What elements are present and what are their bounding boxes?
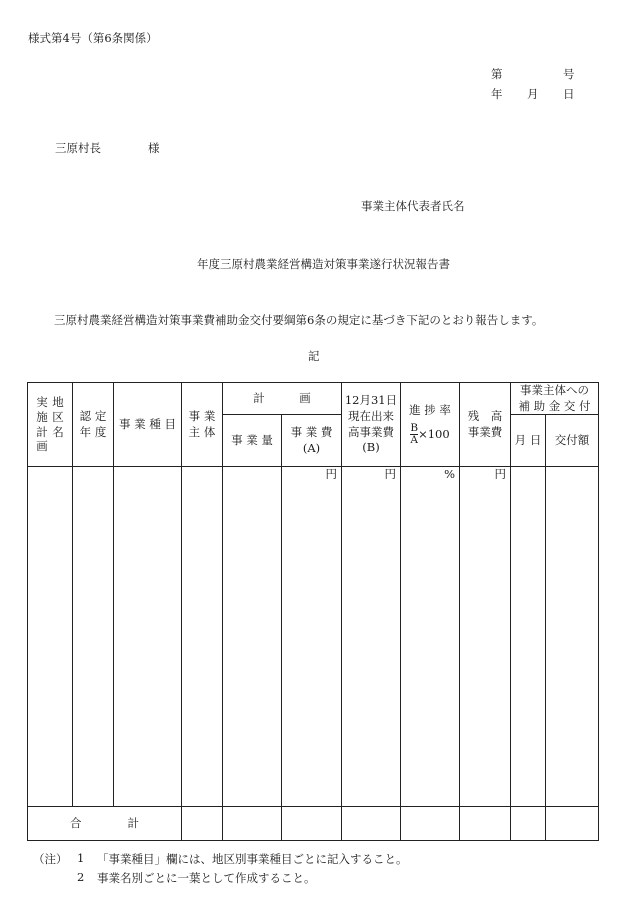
total-row xyxy=(28,807,599,841)
header-zandaka: 残 高 事業費 xyxy=(460,383,511,467)
total-shutai[interactable] xyxy=(182,807,223,841)
cell-kofugaku[interactable] xyxy=(546,467,599,807)
total-shinchoku[interactable] xyxy=(401,807,460,841)
cell-shumoku[interactable] xyxy=(114,467,182,807)
header-jigyoryo: 事 業 量 xyxy=(223,415,282,467)
header-keikaku: 計 画 xyxy=(223,383,342,415)
header-nintei: 認 定 年 度 xyxy=(73,383,114,467)
date-day: 日 xyxy=(563,87,575,101)
cell-dekidaka[interactable]: 円 xyxy=(342,467,401,807)
total-jigyohi[interactable] xyxy=(282,807,342,841)
total-jigyoryo[interactable] xyxy=(223,807,282,841)
header-jigyohi: 事 業 費 (A) xyxy=(282,415,342,467)
total-zandaka[interactable] xyxy=(460,807,511,841)
body-text: 三原村農業経営構造対策事業費補助金交付要綱第6条の規定に基づき下記のとおり報告します。 xyxy=(54,313,544,327)
header-shinchoku: 進 捗 率 $\frac{B}{A}$ ×100 xyxy=(401,383,460,467)
table-body-row xyxy=(28,467,599,807)
date-month: 月 xyxy=(527,87,539,101)
total-tsukihi[interactable] xyxy=(511,807,546,841)
cell-shinchoku[interactable]: % xyxy=(401,467,460,807)
note-1-num: 1 xyxy=(77,851,85,865)
total-kofugaku[interactable] xyxy=(546,807,599,841)
progress-fraction: $\frac{B}{A}$ xyxy=(410,421,419,446)
note-1-text: 「事業種目」欄には、地区別事業種目ごとに記入すること。 xyxy=(97,852,408,866)
cell-jisshi[interactable] xyxy=(28,467,73,807)
cell-tsukihi[interactable] xyxy=(511,467,546,807)
header-tsukihi: 月 日 xyxy=(511,415,546,467)
cell-shutai[interactable] xyxy=(182,467,223,807)
cell-nintei[interactable] xyxy=(73,467,114,807)
header-jisshi: 実 地 施 区 計 名 画 xyxy=(28,383,73,467)
note-2-num: 2 xyxy=(77,870,85,884)
total-label: 合 計 xyxy=(28,807,182,841)
header-jigyo-shumoku: 事 業 種 目 xyxy=(114,383,182,467)
report-title: 年度三原村農業経営構造対策事業遂行状況報告書 xyxy=(197,257,450,271)
doc-no-prefix: 第 xyxy=(491,67,503,81)
header-kofu-group: 事業主体への 補 助 金 交 付 xyxy=(511,383,599,415)
cell-jigyohi[interactable]: 円 xyxy=(282,467,342,807)
notes-label: （注） xyxy=(33,852,68,866)
cell-zandaka[interactable]: 円 xyxy=(460,467,511,807)
header-jigyo-shutai: 事 業 主 体 xyxy=(182,383,223,467)
note-2-text: 事業名別ごとに一葉として作成すること。 xyxy=(97,871,316,885)
form-number: 様式第4号（第6条関係） xyxy=(28,31,158,45)
addressee-name: 三原村長 xyxy=(55,141,101,155)
total-dekidaka[interactable] xyxy=(342,807,401,841)
date-year: 年 xyxy=(491,87,503,101)
doc-no-suffix: 号 xyxy=(563,67,575,81)
report-table xyxy=(27,382,599,841)
header-dekidaka: 12月31日 現在出来 高事業費 (B) xyxy=(342,383,401,467)
ki-heading: 記 xyxy=(308,349,320,363)
sender-label: 事業主体代表者氏名 xyxy=(361,199,465,213)
header-kofugaku: 交付額 xyxy=(546,415,599,467)
cell-jigyoryo[interactable] xyxy=(223,467,282,807)
addressee-honorific: 様 xyxy=(148,141,160,155)
